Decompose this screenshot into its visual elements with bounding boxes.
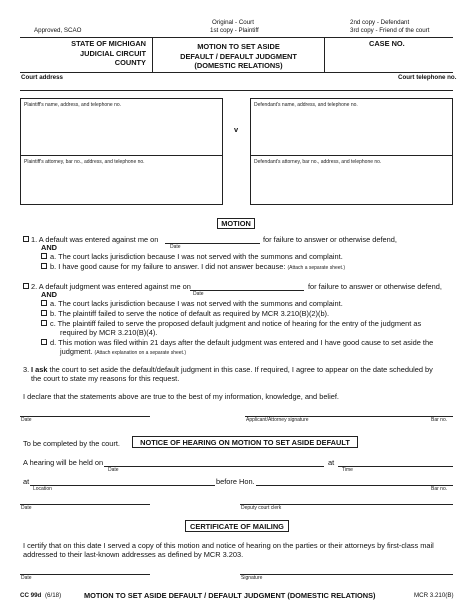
copy-friend-label: 3rd copy - Friend of the court — [350, 27, 430, 34]
sig1-date-line[interactable] — [20, 416, 150, 417]
item2-date-line[interactable] — [190, 290, 304, 291]
footer-rule: MCR 3.210(B) — [414, 592, 454, 599]
hearing-date-label: Date — [108, 467, 119, 473]
court-name — [20, 39, 146, 68]
sig3-signature-label: Signature — [241, 575, 263, 581]
item1-tail: for failure to answer or otherwise defend, — [263, 235, 397, 244]
court-completion-label: To be completed by the court. — [23, 439, 120, 448]
declaration-text: I declare that the statements above are true to the best of my information, knowledge, and belief. — [23, 392, 339, 401]
plaintiff-box[interactable] — [20, 98, 223, 156]
item2c-checkbox[interactable] — [41, 320, 47, 326]
item3-line1 — [31, 365, 433, 374]
item2-checkbox[interactable] — [23, 283, 29, 289]
item2d-note: (Attach explanation on a separate sheet.) — [94, 350, 186, 356]
item1b-label: b. I have good cause for my failure to answer. I did not answer because: — [50, 262, 286, 271]
copy-defendant-label: 2nd copy - Defendant — [350, 19, 410, 26]
item2-and: AND — [41, 290, 58, 299]
hearing-bar-label: Bar no. — [431, 486, 448, 492]
sig3-date-line[interactable] — [20, 574, 150, 575]
form-title-line-3: (DOMESTIC RELATIONS) — [194, 61, 283, 70]
item2c-line2: required by MCR 3.210(B)(4). — [60, 328, 158, 337]
item1-and: AND — [41, 243, 58, 252]
hearing-time-line[interactable] — [338, 466, 453, 467]
versus-label: v — [234, 125, 239, 134]
header-top-rule — [20, 37, 453, 38]
footer-title: MOTION TO SET ASIDE DEFAULT / DEFAULT JUDGMENT (DOMESTIC RELATIONS) — [84, 591, 376, 600]
item1-checkbox[interactable] — [23, 236, 29, 242]
hearing-at2-label: at — [23, 477, 30, 486]
item1-date-label: Date — [170, 244, 181, 250]
certificate-line-2: addressed to their last-known addresses as defined by MCR 3.203. — [23, 550, 244, 559]
header-bottom-rule — [20, 72, 453, 73]
hearing-location-label: Location — [33, 486, 52, 492]
item1a-checkbox[interactable] — [41, 253, 47, 259]
hearing-lead: A hearing will be held on — [23, 458, 104, 467]
sig3-date-label: Date — [21, 575, 32, 581]
copy-plaintiff-label: 1st copy - Plaintiff — [210, 27, 259, 34]
item2-lead: 2. A default judgment was entered against me on — [31, 282, 191, 291]
item2d-line1: d. This motion was filed within 21 days after the default judgment was entered and I have good cause to set aside the — [50, 338, 434, 347]
item2a-checkbox[interactable] — [41, 300, 47, 306]
item2d-line2 — [60, 347, 186, 356]
item2a-text: a. The court lacks jurisdiction because I was not served with the summons and complaint. — [50, 299, 343, 308]
form-revision: (6/18) — [45, 592, 62, 599]
sig2-date-line[interactable] — [20, 504, 150, 505]
hearing-time-label: Time — [342, 467, 353, 473]
item3-line2: the court to state my reasons for this request. — [31, 374, 180, 383]
hearing-at-label: at — [328, 458, 335, 467]
hearing-location-line[interactable] — [30, 485, 215, 486]
sig1-signature-label: Applicant/Attorney signature — [246, 417, 309, 423]
plaintiff-label: Plaintiff's name, address, and telephone no. — [24, 102, 122, 108]
item2-date-label: Date — [193, 291, 204, 297]
defendant-attorney-label: Defendant's attorney, bar no., address, and telephone no. — [254, 159, 382, 165]
hearing-before-label: before Hon. — [216, 477, 255, 486]
case-no-field[interactable] — [326, 48, 452, 71]
item1b-note: (Attach a separate sheet.) — [287, 265, 346, 271]
plaintiff-attorney-box[interactable] — [20, 155, 223, 205]
sig2-date-label: Date — [21, 505, 32, 511]
item2b-text: b. The plaintiff failed to serve the notice of default as required by MCR 3.210(B)(2)(b). — [50, 309, 330, 318]
form-number: CC 99d — [20, 592, 42, 599]
item2b-checkbox[interactable] — [41, 310, 47, 316]
notice-heading: NOTICE OF HEARING ON MOTION TO SET ASIDE DEFAULT — [132, 436, 358, 448]
approved-label: Approved, SCAO — [34, 27, 82, 34]
defendant-box[interactable] — [250, 98, 453, 156]
case-no-label: CASE NO. — [369, 39, 405, 48]
court-county: COUNTY — [114, 58, 146, 67]
hearing-date-line[interactable] — [104, 466, 324, 467]
item1a-text: a. The court lacks jurisdiction because I was not served with the summons and complaint. — [50, 252, 343, 261]
item2d-label: judgment. — [60, 347, 93, 356]
item2c-line1: c. The plaintiff failed to serve the proposed default judgment and notice of hearing for the entry of the judgment as — [50, 319, 422, 328]
form-title-line-2: DEFAULT / DEFAULT JUDGMENT — [180, 51, 297, 61]
certificate-heading: CERTIFICATE OF MAILING — [185, 520, 289, 532]
court-circuit: JUDICIAL CIRCUIT — [80, 48, 146, 58]
court-address-rule — [20, 90, 453, 91]
item3-bold: I ask — [31, 365, 48, 374]
item1-lead: 1. A default was entered against me on — [31, 235, 159, 244]
header-divider-2 — [324, 37, 325, 72]
certificate-line-1: I certify that on this date I served a copy of this motion and notice of hearing on the parties or their attorneys by first-class mail — [23, 541, 434, 550]
sig3-signature-line[interactable] — [240, 574, 453, 575]
form-title-line-1: MOTION TO SET ASIDE — [197, 42, 280, 51]
court-address-label: Court address — [21, 74, 63, 81]
defendant-attorney-box[interactable] — [250, 155, 453, 205]
form-title — [153, 42, 324, 71]
item3-num: 3. — [23, 365, 30, 374]
motion-heading: MOTION — [217, 218, 255, 229]
item3-text: the court to set aside the default/default judgment in this case. If required, I agree to appear on the date scheduled by — [49, 365, 433, 374]
hearing-judge-line[interactable] — [256, 485, 453, 486]
item1b-text — [50, 262, 345, 271]
item2-tail: for failure to answer or otherwise defend, — [308, 282, 442, 291]
court-state: STATE OF MICHIGAN — [71, 39, 146, 48]
item1b-checkbox[interactable] — [41, 263, 47, 269]
copy-original-label: Original - Court — [212, 19, 254, 26]
court-telephone-label: Court telephone no. — [398, 74, 457, 81]
sig2-clerk-label: Deputy court clerk — [241, 505, 282, 511]
plaintiff-attorney-label: Plaintiff's attorney, bar no., address, and telephone no. — [24, 159, 145, 165]
sig1-date-label: Date — [21, 417, 32, 423]
defendant-label: Defendant's name, address, and telephone no. — [254, 102, 358, 108]
item2d-checkbox[interactable] — [41, 339, 47, 345]
sig1-bar-label: Bar no. — [431, 417, 448, 423]
